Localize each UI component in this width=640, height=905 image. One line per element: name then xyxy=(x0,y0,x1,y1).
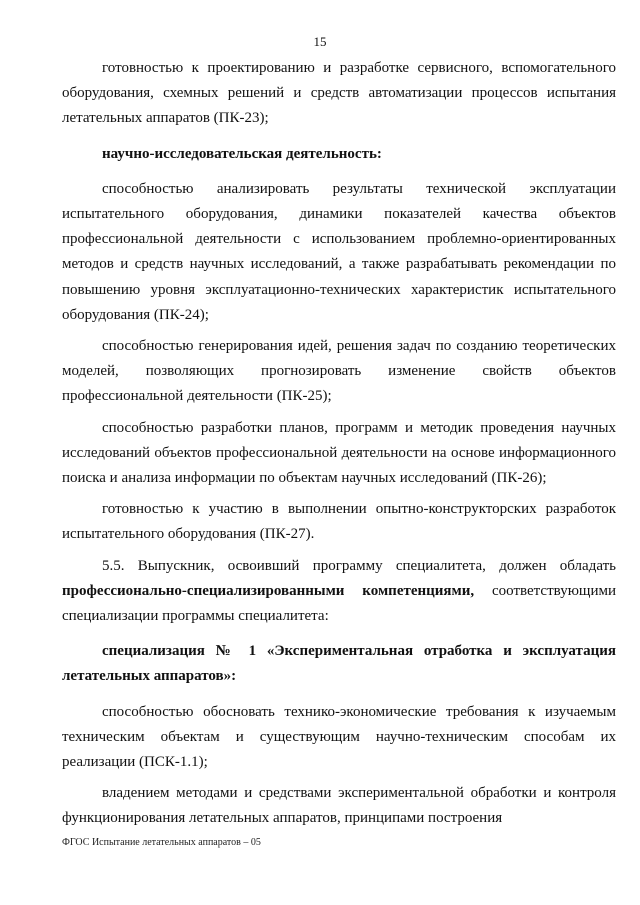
paragraph-pk24: способностью анализировать результаты технической эксплуатации испытательного оборудования, динамики показателей качества объектов профессиональной деятельности с использованием проблемно-ориентированных методов и средств научных исследований, а также разрабатывать рекомендации по повышению уровня эксплуатационно-технических характеристик испытательного оборудования (ПК-24); xyxy=(62,180,616,323)
paragraph-pk25: способностью генерирования идей, решения задач по созданию теоретических моделей, позволяющих прогнозировать изменение свойств объектов профессиональной деятельности (ПК-25); xyxy=(62,338,616,405)
paragraph-5-5-bold: профессионально-специализированными компетенциями, xyxy=(62,582,475,599)
paragraph-pk23: готовностью к проектированию и разработке сервисного, вспомогательного оборудования, схемных решений и средств автоматизации процессов испытания летательных аппаратов (ПК-23); xyxy=(62,60,616,127)
paragraph-psk-1-1: способностью обосновать технико-экономические требования к изучаемым техническим объектам и существующим научно-техническим способам их реализации (ПСК-1.1); xyxy=(62,703,616,771)
section-heading-specialization-1: специализация № 1 «Экспериментальная отработка и эксплуатация летательных аппаратов»: xyxy=(62,643,616,685)
paragraph-5-5 xyxy=(62,554,616,630)
page-number: 15 xyxy=(313,34,327,49)
section-heading-research: научно-исследовательская деятельность: xyxy=(102,145,382,162)
paragraph-pk26: способностью разработки планов, программ и методик проведения научных исследований объектов профессиональной деятельности на основе информационного поиска и анализа информации по объектам научных исследований (ПК-26); xyxy=(62,419,616,487)
paragraph-5-5-lead: 5.5. Выпускник, освоивший программу специалитета, должен обладать xyxy=(102,557,616,574)
paragraph-continued: владением методами и средствами экспериментальной обработки и контроля функционирования летательных аппаратов, принципами построения xyxy=(62,785,616,827)
page-footer: ФГОС Испытание летательных аппаратов – 05 xyxy=(62,837,261,848)
paragraph-pk27: готовностью к участию в выполнении опытно-конструкторских разработок испытательного оборудования (ПК-27). xyxy=(62,501,616,543)
document-body xyxy=(62,56,616,832)
paragraph-5-5-tail: соответствующими специализации программы специалитета: xyxy=(62,582,616,625)
